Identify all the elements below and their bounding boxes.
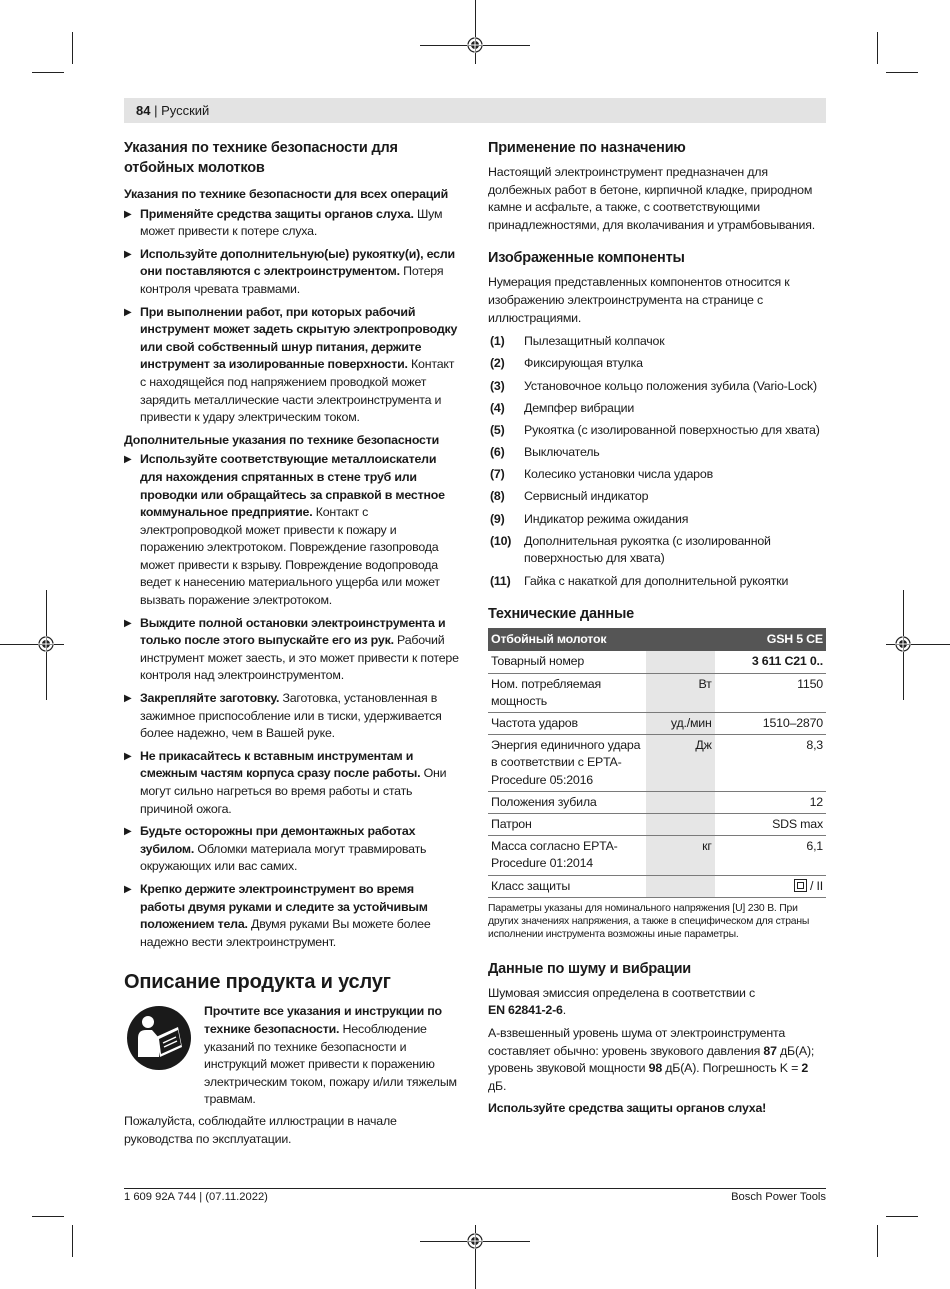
- read-text: Несоблюдение указаний по технике безопасности и инструкций может привести к поражению электрическим током, пожару и/или тяжелым травмам.: [204, 1021, 457, 1107]
- safety-bullet: [124, 748, 460, 818]
- protection-class-value: / II: [810, 878, 823, 893]
- component-item: [488, 378, 826, 396]
- tech-row-name: Частота ударов: [488, 713, 646, 735]
- noise-standard: EN 62841-2-6: [488, 1003, 563, 1018]
- noise-text: Шумовая эмиссия определена в соответствии с: [488, 985, 755, 1000]
- tech-row-name: Энергия единичного удара в соответствии с EPTA-Procedure 05:2016: [488, 735, 646, 792]
- component-number: (11): [490, 573, 511, 588]
- tech-head-name: Отбойный молоток: [488, 628, 715, 651]
- bullet-arrow-icon: ▶: [124, 693, 132, 705]
- bullet-arrow-icon: ▶: [124, 248, 132, 260]
- tech-row-value: 1150: [715, 673, 826, 712]
- bullet-arrow-icon: ▶: [124, 617, 132, 629]
- tech-row-unit: [646, 814, 715, 836]
- page-number: 84: [136, 103, 151, 118]
- bullet-bold: Применяйте средства защиты органов слуха.: [140, 206, 414, 221]
- bullet-bold: Используйте соответствующие металлоискатели для нахождения спрятанных в стене труб или проводки или обращайтесь за справкой в местное коммунальное предприятие.: [140, 452, 445, 520]
- tech-row: [488, 673, 826, 712]
- left-column: [124, 138, 460, 1153]
- use-text: Настоящий электроинструмент предназначен для долбежных работ в бетоне, кирпичной кладке, природном камне и асфальте, а также, с соответствующими принадлежностями, для вколачивания и утрамбовывания.: [488, 165, 815, 232]
- page-header-bar: [124, 98, 826, 123]
- protection-class-ii-icon: [794, 879, 807, 892]
- safety-title: Указания по технике безопасности для отбойных молотков: [124, 140, 398, 176]
- safety-bullet: [124, 246, 460, 299]
- tech-row: [488, 791, 826, 813]
- bullet-bold: Будьте осторожны при демонтажных работах зубилом.: [140, 824, 416, 856]
- illustrations-note: Пожалуйста, соблюдайте иллюстрации в начале руководства по эксплуатации.: [124, 1113, 397, 1146]
- footer-divider: [124, 1188, 826, 1189]
- header-language: Русский: [161, 103, 210, 118]
- safety-bullet: [124, 615, 460, 685]
- tech-title: Технические данные: [488, 606, 634, 623]
- read-manual-icon: [126, 1005, 192, 1071]
- use-title: Применение по назначению: [488, 140, 686, 156]
- component-label: Колесико установки числа ударов: [524, 467, 713, 482]
- safety-bullet: [124, 304, 460, 427]
- component-label: Рукоятка (с изолированной поверхностью для хвата): [524, 422, 820, 437]
- extra-list: [124, 451, 460, 951]
- bullet-text: Рабочий инструмент может заесть, и это может привести к потере контроля над электроинструментом.: [140, 633, 459, 683]
- tech-row: [488, 713, 826, 735]
- component-label: Индикатор режима ожидания: [524, 511, 689, 526]
- tech-row-unit: [646, 651, 715, 673]
- registration-mark-icon: [895, 636, 911, 652]
- component-label: Демпфер вибрации: [524, 400, 635, 415]
- noise-text-end: .: [562, 1003, 566, 1018]
- crop-mark: [72, 32, 73, 64]
- bullet-bold: Не прикасайтесь к вставным инструментам и смежным частям корпуса сразу после работы.: [140, 748, 421, 781]
- registration-mark-icon: [38, 636, 54, 652]
- tech-data-table: [488, 628, 826, 898]
- component-number: (10): [490, 533, 512, 548]
- crop-mark: [0, 644, 64, 645]
- component-item: [488, 333, 826, 351]
- component-label: Пылезащитный колпачок: [524, 334, 665, 349]
- bullet-arrow-icon: ▶: [124, 306, 132, 318]
- tech-row-name: Ном. потребляемая мощность: [488, 673, 646, 712]
- component-label: Фиксирующая втулка: [524, 356, 643, 371]
- crop-mark: [886, 1216, 918, 1217]
- tech-row-name: Товарный номер: [488, 651, 646, 673]
- components-list: [488, 333, 826, 590]
- tech-row-unit: [646, 791, 715, 813]
- tech-row-value: 3 611 C21 0..: [715, 651, 826, 673]
- bullet-text: Они могут сильно нагреться во время работы и стать причиной ожога.: [140, 766, 447, 816]
- noise-text: дБ(A). Погрешность K =: [662, 1061, 802, 1076]
- tech-row-unit: уд./мин: [646, 713, 715, 735]
- component-item: [488, 573, 826, 591]
- read-bold: Прочтите все указания и инструкции по технике безопасности.: [204, 1004, 442, 1036]
- noise-k: 2: [801, 1061, 809, 1076]
- component-number: (4): [490, 400, 505, 415]
- component-number: (3): [490, 378, 505, 393]
- safety-bullet: [124, 881, 460, 951]
- noise-text: дБ(A); уровень звуковой мощности: [488, 1043, 815, 1076]
- crop-mark: [32, 1216, 64, 1217]
- tech-row-value: 1510–2870: [715, 713, 826, 735]
- bullet-bold: Выждите полной остановки электроинструмента и только после этого выпускайте его из рук.: [140, 615, 446, 648]
- tech-row-name: Класс защиты: [488, 875, 646, 897]
- component-item: [488, 355, 826, 373]
- component-label: Установочное кольцо положения зубила (Vario-Lock): [524, 378, 817, 393]
- tech-row-unit: Дж: [646, 735, 715, 792]
- registration-mark-icon: [467, 37, 483, 53]
- tech-row-unit: кг: [646, 836, 715, 875]
- component-item: [488, 466, 826, 484]
- bullet-bold: Закрепляйте заготовку.: [140, 691, 280, 706]
- component-label: Дополнительная рукоятка (с изолированной поверхностью для хвата): [524, 533, 771, 566]
- component-number: (6): [490, 445, 505, 460]
- bullet-text: Двумя руками Вы можете более надежно вести электроинструмент.: [140, 917, 431, 949]
- crop-mark: [32, 72, 64, 73]
- tech-row-value: 6,1: [715, 836, 826, 875]
- components-intro: Нумерация представленных компонентов относится к изображению электроинструмента на странице с иллюстрациями.: [488, 275, 790, 325]
- bullet-text: Заготовка, установленная в зажимное приспособление или в тиски, удерживается более надежно, чем в Вашей руке.: [140, 691, 442, 741]
- noise-warning: Используйте средства защиты органов слуха!: [488, 1101, 767, 1116]
- bullet-arrow-icon: ▶: [124, 208, 132, 220]
- tech-row: [488, 651, 826, 673]
- tech-row-unit: [646, 875, 715, 897]
- bullet-arrow-icon: ▶: [124, 883, 132, 895]
- tech-row-unit: Вт: [646, 673, 715, 712]
- component-number: (5): [490, 422, 505, 437]
- component-number: (8): [490, 489, 505, 504]
- bullet-bold: При выполнении работ, при которых рабочий инструмент может задеть скрытую электропроводку или свой собственный шнур питания, держите инструмент за изолированные поверхности.: [140, 304, 458, 372]
- component-number: (7): [490, 467, 505, 482]
- noise-standard-paragraph: [488, 985, 826, 1020]
- tech-head-model: GSH 5 CE: [715, 628, 826, 651]
- crop-mark: [886, 72, 918, 73]
- component-item: [488, 488, 826, 506]
- all-ops-list: [124, 206, 460, 427]
- extra-title: Дополнительные указания по технике безопасности: [124, 432, 440, 447]
- bullet-text: Шум может привести к потере слуха.: [140, 206, 443, 239]
- component-item: [488, 444, 826, 462]
- safety-bullet: [124, 451, 460, 609]
- crop-mark: [72, 1225, 73, 1257]
- bullet-arrow-icon: ▶: [124, 826, 132, 838]
- page-header: [136, 103, 209, 118]
- right-column: [488, 138, 826, 1123]
- bullet-text: Обломки материала могут травмировать окружающих или вас самих.: [140, 841, 427, 874]
- tech-row-value: SDS max: [715, 814, 826, 836]
- bullet-text: Потеря контроля чревата травмами.: [140, 264, 444, 296]
- noise-text: А-взвешенный уровень шума от электроинструмента составляет обычно: уровень звукового давления: [488, 1026, 786, 1058]
- tech-row: [488, 836, 826, 875]
- noise-lwa: 98: [648, 1061, 663, 1076]
- component-number: (2): [490, 356, 505, 371]
- registration-mark-icon: [467, 1233, 483, 1249]
- noise-lpa: 87: [763, 1043, 777, 1058]
- tech-row-value: 8,3: [715, 735, 826, 792]
- bullet-arrow-icon: ▶: [124, 750, 132, 762]
- safety-bullet: [124, 823, 460, 876]
- all-ops-title: Указания по технике безопасности для всех операций: [124, 187, 449, 201]
- product-title: Описание продукта и услуг: [124, 971, 391, 994]
- component-item: [488, 533, 826, 568]
- crop-mark: [877, 32, 878, 64]
- safety-bullet: [124, 206, 460, 241]
- bullet-text: Контакт с электропроводкой может привести к пожару и поражению электротоком. Повреждение газопровода может привести к взрыву. Повреждение водопровода ведет к нанесению материального ущерба или может вызвать поражение электротоком.: [140, 505, 440, 608]
- tech-row-name: Положения зубила: [488, 791, 646, 813]
- components-title: Изображенные компоненты: [488, 250, 685, 267]
- tech-row-name: Масса согласно EPTA-Procedure 01:2014: [488, 836, 646, 875]
- safety-bullet: [124, 690, 460, 743]
- component-number: (9): [490, 511, 505, 526]
- header-separator: |: [150, 103, 162, 118]
- tech-row-value: 12: [715, 791, 826, 813]
- bullet-text: Контакт с находящейся под напряжением проводкой может зарядить металлические части электроинструмента и привести к удару электрическим током.: [140, 357, 455, 425]
- tech-row-protection-class: [488, 875, 826, 897]
- read-instructions-block: [124, 1003, 460, 1109]
- crop-mark: [877, 1225, 878, 1257]
- crop-mark: [475, 0, 476, 64]
- bullet-bold: Используйте дополнительную(ые) рукоятку(и), если они поставляются с электроинструментом.: [140, 246, 455, 279]
- tech-row-value: [715, 875, 826, 897]
- component-label: Сервисный индикатор: [524, 489, 649, 504]
- tech-note: Параметры указаны для номинального напряжения [U] 230 В. При других значениях напряжения, а также в специфическом для страны исполнении инструмента возможны иные параметры.: [488, 902, 810, 940]
- component-label: Выключатель: [524, 445, 600, 460]
- footer-doc-number: 1 609 92A 744 | (07.11.2022): [124, 1191, 268, 1203]
- bullet-bold: Крепко держите электроинструмент во время работы двумя руками и следите за устойчивым положением тела.: [140, 881, 428, 932]
- footer-brand: Bosch Power Tools: [731, 1191, 826, 1203]
- tech-row: [488, 735, 826, 792]
- noise-text: дБ.: [488, 1078, 507, 1093]
- component-item: [488, 400, 826, 418]
- tech-table-header: [488, 628, 826, 651]
- tech-row-name: Патрон: [488, 814, 646, 836]
- component-label: Гайка с накаткой для дополнительной рукоятки: [524, 573, 789, 588]
- bullet-arrow-icon: ▶: [124, 454, 132, 466]
- component-item: [488, 511, 826, 529]
- component-number: (1): [490, 334, 505, 349]
- component-item: [488, 422, 826, 440]
- tech-row: [488, 814, 826, 836]
- noise-levels-paragraph: [488, 1025, 826, 1095]
- noise-title: Данные по шуму и вибрации: [488, 960, 692, 977]
